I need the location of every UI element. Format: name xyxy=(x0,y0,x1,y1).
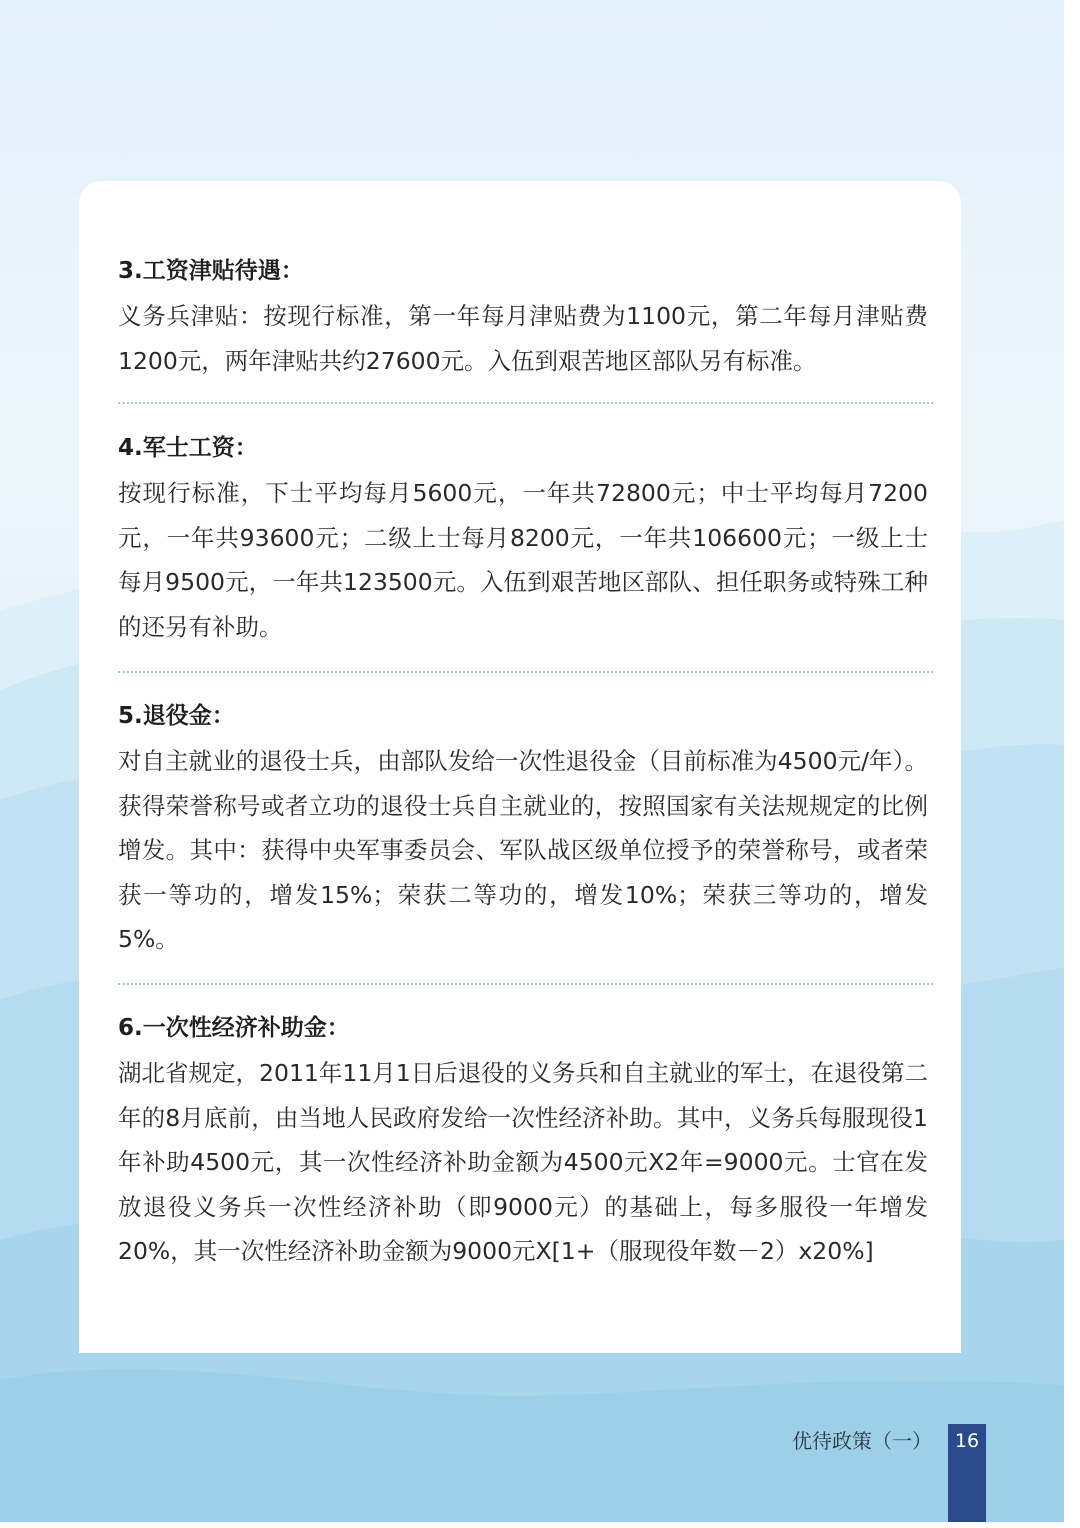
dotted-divider xyxy=(118,402,933,404)
section-body: 对自主就业的退役士兵，由部队发给一次性退役金（目前标准为4500元/年）。获得荣誉称号或者立功的退役士兵自主就业的，按照国家有关法规规定的比例增发。其中：获得中央军事委员会、军队战区级单位授予的荣誉称号，或者荣获一等功的，增发15%；荣获二等功的，增发10%；荣获三等功的，增发5%。 xyxy=(118,747,928,954)
section-body: 按现行标准，下士平均每月5600元，一年共72800元；中士平均每月7200元，一年共93600元；二级上士每月8200元，一年共106600元；一级上士每月9500元，一年共123500元。入伍到艰苦地区部队、担任职务或特殊工种的还另有补助。 xyxy=(118,479,928,641)
page-number-tab xyxy=(948,1424,986,1522)
dotted-divider xyxy=(118,671,933,673)
section-title: 6.一次性经济补助金： xyxy=(118,1015,350,1041)
section-title: 3.工资津贴待遇： xyxy=(118,258,304,284)
footer-chapter-label: 优待政策（一） xyxy=(792,1429,932,1453)
dotted-divider xyxy=(118,983,933,985)
section-title: 4.军士工资： xyxy=(118,435,258,461)
section-title: 5.退役金： xyxy=(118,703,235,729)
section-one-time-subsidy xyxy=(118,1013,928,1274)
section-body: 湖北省规定，2011年11月1日后退役的义务兵和自主就业的军士，在退役第二年的8月底前，由当地人民政府发给一次性经济补助。其中，义务兵每服现役1年补助4500元，其一次性经济补助金额为4500元X2年=9000元。士官在发放退役义务兵一次性经济补助（即9000元）的基础上，每多服役一年增发20%，其一次性经济补助金额为9000元X[1+（服现役年数－2）x20%] xyxy=(118,1059,928,1266)
section-body: 义务兵津贴：按现行标准，第一年每月津贴费为1100元，第二年每月津贴费1200元，两年津贴共约27600元。入伍到艰苦地区部队另有标准。 xyxy=(118,302,928,375)
section-retirement-pay xyxy=(118,701,928,962)
section-wage-allowance xyxy=(118,256,928,383)
page-number: 16 xyxy=(954,1430,980,1452)
section-nco-salary xyxy=(118,433,928,649)
